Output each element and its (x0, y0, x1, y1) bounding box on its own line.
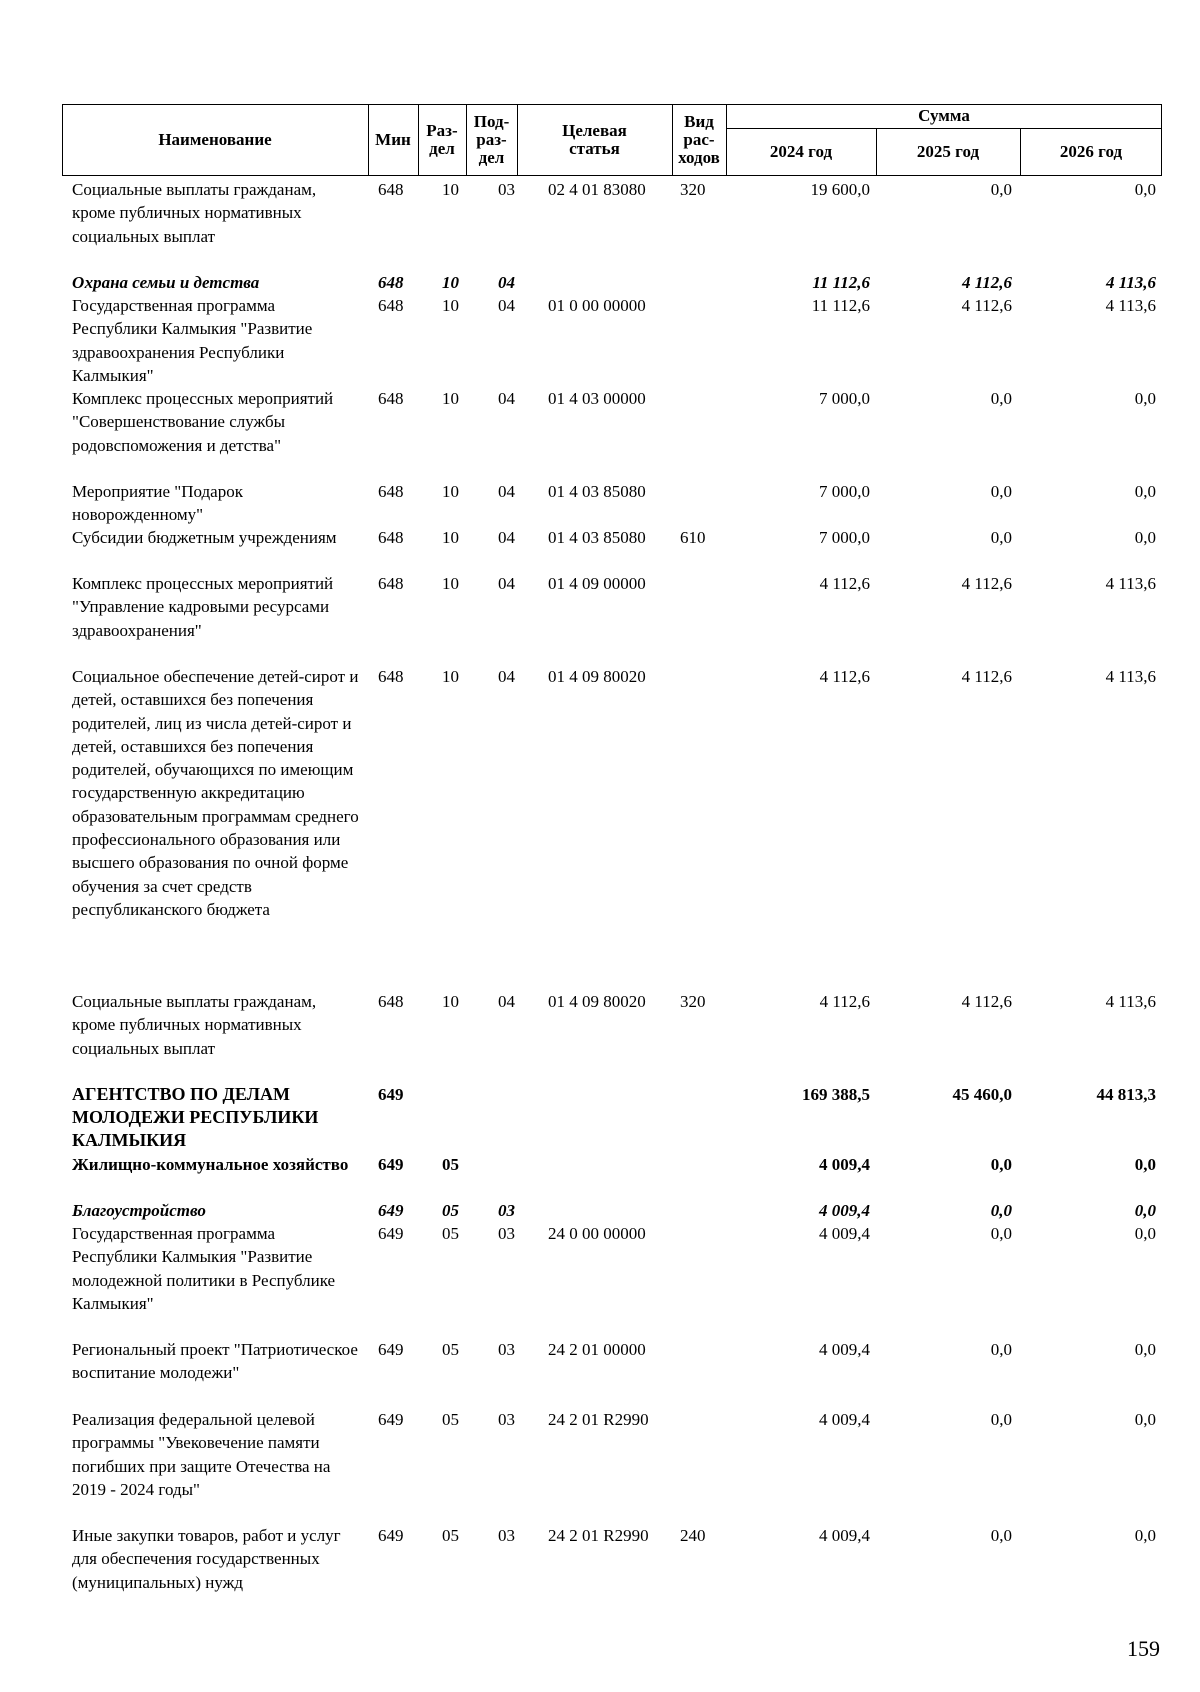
row-2025: 4 112,6 (961, 667, 1012, 686)
row-celevaya: 24 0 00 00000 (548, 1224, 646, 1243)
row-min: 648 (378, 667, 404, 686)
row-min: 649 (378, 1224, 404, 1243)
row-2025: 0,0 (990, 1526, 1012, 1545)
row-2024: 4 009,4 (819, 1340, 870, 1359)
row-2025: 0,0 (990, 1410, 1012, 1429)
row-podrazdel: 04 (498, 482, 515, 501)
row-2026: 0,0 (1134, 1155, 1156, 1174)
row-razdel: 10 (442, 528, 459, 547)
row-celevaya: 01 4 09 80020 (548, 992, 646, 1011)
row-2026: 0,0 (1134, 1201, 1156, 1220)
row-2024: 7 000,0 (819, 528, 870, 547)
row-2025: 4 112,6 (961, 296, 1012, 315)
row-name: Комплекс процессных мероприятий "Управление кадровыми ресурсами здравоохранения" (72, 574, 334, 640)
header-min: Мин (375, 130, 411, 149)
row-2025: 0,0 (990, 1201, 1012, 1220)
row-podrazdel: 03 (498, 1340, 515, 1359)
header-2024: 2024 год (769, 142, 833, 161)
row-name: Охрана семьи и детства (72, 273, 260, 292)
row-celevaya: 01 4 03 00000 (548, 389, 646, 408)
row-name: Мероприятие "Подарок новорожденному" (72, 482, 243, 525)
row-2024: 4 009,4 (819, 1526, 870, 1545)
row-2025: 0,0 (990, 389, 1012, 408)
row-razdel: 05 (442, 1155, 459, 1174)
row-2025: 45 460,0 (952, 1085, 1012, 1104)
row-razdel: 10 (442, 389, 459, 408)
row-min: 648 (378, 482, 404, 501)
row-razdel: 05 (442, 1340, 459, 1359)
row-2024: 4 112,6 (819, 992, 870, 1011)
row-podrazdel: 04 (498, 667, 515, 686)
row-2024: 7 000,0 (819, 389, 870, 408)
row-vid: 320 (680, 180, 706, 199)
row-2026: 44 813,3 (1096, 1085, 1156, 1104)
row-name: Государственная программа Республики Калмыкия "Развитие молодежной политики в Республике Калмыкия" (72, 1224, 336, 1313)
header-name: Наименование (158, 130, 272, 149)
header-2025: 2025 год (916, 142, 980, 161)
row-vid: 240 (680, 1526, 706, 1545)
row-2024: 11 112,6 (812, 273, 870, 292)
row-name: Жилищно-коммунальное хозяйство (72, 1155, 349, 1174)
row-celevaya: 01 4 09 00000 (548, 574, 646, 593)
row-name: Благоустройство (72, 1201, 206, 1220)
row-podrazdel: 04 (498, 273, 515, 292)
row-2026: 0,0 (1134, 482, 1156, 501)
row-name: Социальные выплаты гражданам, кроме публичных нормативных социальных выплат (72, 992, 317, 1058)
row-razdel: 05 (442, 1526, 459, 1545)
row-celevaya: 24 2 01 R2990 (548, 1526, 649, 1545)
row-2025: 4 112,6 (961, 992, 1012, 1011)
row-2026: 4 113,6 (1105, 992, 1156, 1011)
row-min: 648 (378, 528, 404, 547)
header-podrazdel: Под- раз- дел (473, 112, 510, 167)
row-name: Государственная программа Республики Калмыкия "Развитие здравоохранения Республики Калмыкия" (72, 296, 313, 385)
row-name: АГЕНТСТВО ПО ДЕЛАМ МОЛОДЕЖИ РЕСПУБЛИКИ КАЛМЫКИЯ (72, 1084, 319, 1150)
row-2025: 4 112,6 (961, 574, 1012, 593)
row-podrazdel: 03 (498, 1410, 515, 1429)
header-vid: Вид рас- ходов (678, 112, 720, 167)
row-celevaya: 24 2 01 00000 (548, 1340, 646, 1359)
row-2025: 0,0 (990, 1155, 1012, 1174)
header-2026: 2026 год (1059, 142, 1123, 161)
row-2024: 11 112,6 (811, 296, 870, 315)
row-min: 648 (378, 574, 404, 593)
row-podrazdel: 03 (498, 1201, 515, 1220)
row-razdel: 10 (442, 273, 459, 292)
row-2024: 4 009,4 (819, 1410, 870, 1429)
row-celevaya: 02 4 01 83080 (548, 180, 646, 199)
row-podrazdel: 04 (498, 992, 515, 1011)
row-celevaya: 01 4 09 80020 (548, 667, 646, 686)
row-2024: 4 112,6 (819, 667, 870, 686)
row-min: 648 (378, 296, 404, 315)
row-podrazdel: 03 (498, 1224, 515, 1243)
row-2025: 0,0 (990, 482, 1012, 501)
row-vid: 610 (680, 528, 706, 547)
header-razdel: Раз- дел (426, 121, 458, 158)
row-2024: 4 112,6 (819, 574, 870, 593)
row-2024: 4 009,4 (819, 1155, 870, 1174)
row-vid: 320 (680, 992, 706, 1011)
row-2026: 0,0 (1134, 528, 1156, 547)
row-min: 648 (378, 273, 404, 292)
row-name: Социальные выплаты гражданам, кроме публичных нормативных социальных выплат (72, 180, 317, 246)
row-2026: 4 113,6 (1105, 273, 1156, 292)
header-summa: Сумма (918, 106, 970, 125)
row-razdel: 05 (442, 1410, 459, 1429)
row-name: Реализация федеральной целевой программы "Увековечение памяти погибших при защите Отечества на 2019 - 2024 годы" (72, 1410, 331, 1499)
row-podrazdel: 04 (498, 574, 515, 593)
row-2025: 0,0 (990, 528, 1012, 547)
row-name: Иные закупки товаров, работ и услуг для обеспечения государственных (муниципальных) нужд (72, 1526, 341, 1592)
row-2025: 4 112,6 (961, 273, 1012, 292)
row-2026: 4 113,6 (1105, 296, 1156, 315)
row-2025: 0,0 (990, 180, 1012, 199)
row-celevaya: 01 4 03 85080 (548, 528, 646, 547)
row-razdel: 10 (442, 992, 459, 1011)
table-header (62, 104, 1162, 176)
row-podrazdel: 04 (498, 389, 515, 408)
row-min: 649 (378, 1201, 404, 1220)
row-min: 649 (378, 1340, 404, 1359)
row-2026: 0,0 (1134, 180, 1156, 199)
row-min: 648 (378, 389, 404, 408)
row-min: 648 (378, 180, 404, 199)
row-razdel: 10 (442, 574, 459, 593)
row-celevaya: 24 2 01 R2990 (548, 1410, 649, 1429)
row-razdel: 05 (442, 1201, 459, 1220)
row-2026: 0,0 (1134, 1224, 1156, 1243)
row-name: Комплекс процессных мероприятий "Совершенствование службы родовспоможения и детства" (72, 389, 334, 455)
row-razdel: 10 (442, 180, 459, 199)
row-podrazdel: 04 (498, 296, 515, 315)
row-celevaya: 01 0 00 00000 (548, 296, 646, 315)
row-min: 649 (378, 1410, 404, 1429)
row-2026: 0,0 (1134, 1340, 1156, 1359)
row-podrazdel: 04 (498, 528, 515, 547)
row-2026: 0,0 (1134, 1526, 1156, 1545)
row-2024: 19 600,0 (810, 180, 870, 199)
row-razdel: 10 (442, 296, 459, 315)
row-min: 649 (378, 1155, 404, 1174)
row-podrazdel: 03 (498, 1526, 515, 1545)
row-razdel: 10 (442, 482, 459, 501)
row-2025: 0,0 (990, 1224, 1012, 1243)
row-min: 649 (378, 1526, 404, 1545)
row-name: Региональный проект "Патриотическое воспитание молодежи" (72, 1340, 358, 1383)
row-name: Социальное обеспечение детей-сирот и детей, оставшихся без попечения родителей, лиц из числа детей-сирот и детей, оставшихся без попечения родителей, обучающихся по имеющим государственную аккредитацию образовательным программам среднего профессионального образования или высшего образования по очной форме обучения за счет средств республиканского бюджета (72, 667, 359, 919)
row-2026: 4 113,6 (1105, 667, 1156, 686)
row-razdel: 05 (442, 1224, 459, 1243)
row-2026: 4 113,6 (1105, 574, 1156, 593)
row-2025: 0,0 (990, 1340, 1012, 1359)
row-min: 648 (378, 992, 404, 1011)
header-celevaya: Целевая статья (562, 121, 627, 158)
row-2024: 4 009,4 (819, 1224, 870, 1243)
row-2024: 4 009,4 (819, 1201, 870, 1220)
row-min: 649 (378, 1085, 404, 1104)
row-name: Субсидии бюджетным учреждениям (72, 528, 337, 547)
row-podrazdel: 03 (498, 180, 515, 199)
row-2024: 169 388,5 (802, 1085, 870, 1104)
row-razdel: 10 (442, 667, 459, 686)
row-2026: 0,0 (1134, 1410, 1156, 1429)
row-celevaya: 01 4 03 85080 (548, 482, 646, 501)
row-2026: 0,0 (1134, 389, 1156, 408)
row-2024: 7 000,0 (819, 482, 870, 501)
page-number: 159 (1127, 1636, 1160, 1661)
